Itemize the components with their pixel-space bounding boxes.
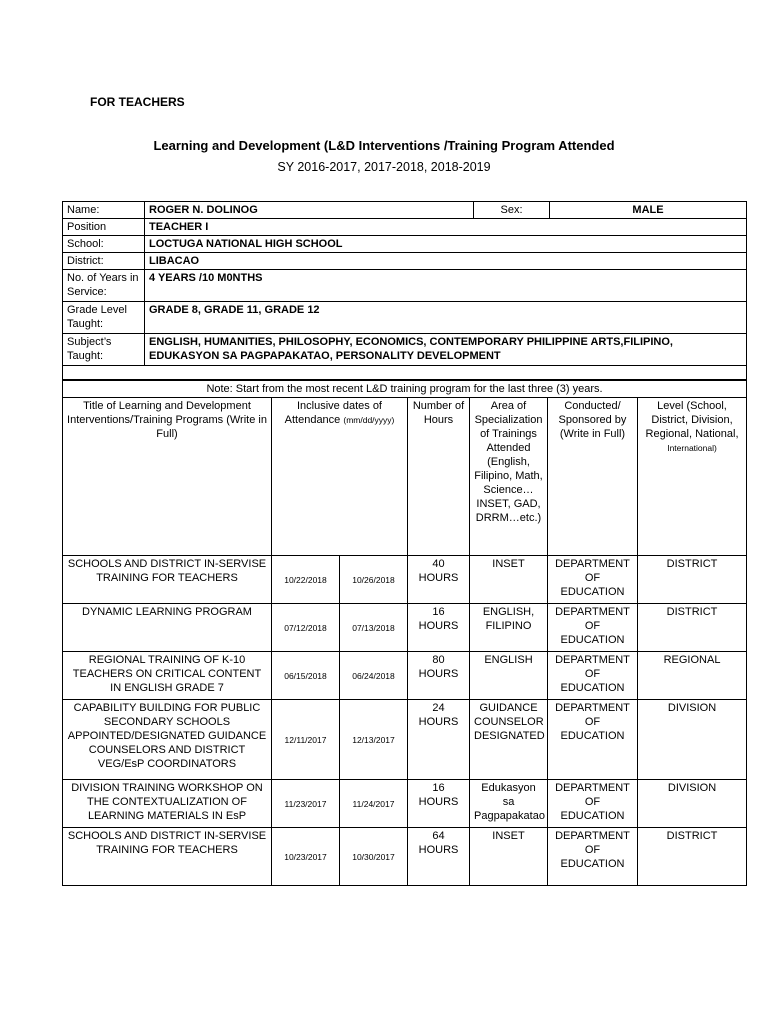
date-from: 12/11/2017	[272, 700, 340, 780]
training-title: SCHOOLS AND DISTRICT IN-SERVISE TRAINING FOR TEACHERS	[63, 556, 272, 604]
level: DISTRICT	[638, 556, 747, 604]
school-year-subtitle: SY 2016-2017, 2017-2018, 2018-2019	[277, 160, 491, 174]
area: ENGLISH, FILIPINO	[470, 604, 548, 652]
area: Edukasyon sa Pagpapakataо	[470, 780, 548, 828]
header-hours: Number of Hours	[408, 398, 470, 556]
position-value: TEACHER I	[145, 219, 747, 236]
school-value: LOCTUGA NATIONAL HIGH SCHOOL	[145, 236, 747, 253]
hours: 64 HOURS	[408, 828, 470, 886]
years-label: No. of Years in Service:	[63, 270, 145, 302]
hours: 16 HOURS	[408, 604, 470, 652]
date-from: 10/23/2017	[272, 828, 340, 886]
date-from: 11/23/2017	[272, 780, 340, 828]
area: GUIDANCE COUNSELOR DESIGNATED	[470, 700, 548, 780]
date-to: 10/30/2017	[340, 828, 408, 886]
trainings-table	[62, 380, 747, 886]
header-title: Title of Learning and Development Interventions/Training Programs (Write in Full)	[63, 398, 272, 556]
header-sponsor: Conducted/ Sponsored by (Write in Full)	[548, 398, 638, 556]
table-row	[63, 604, 747, 652]
area: ENGLISH	[470, 652, 548, 700]
subjects-label: Subject’s Taught:	[63, 334, 145, 366]
hours: 16 HOURS	[408, 780, 470, 828]
level: DISTRICT	[638, 604, 747, 652]
header-level-intl: International)	[667, 443, 717, 453]
sponsor: DEPARTMENT OF EDUCATION	[548, 556, 638, 604]
table-row	[63, 828, 747, 886]
date-to: 12/13/2017	[340, 700, 408, 780]
subjects-value: ENGLISH, HUMANITIES, PHILOSOPHY, ECONOMICS, CONTEMPORARY PHILIPPINE ARTS,FILIPINO, EDUKASYON SA PAGPAPAKATAO, PERSONALITY DEVELOPMENT	[145, 334, 747, 366]
grade-value: GRADE 8, GRADE 11, GRADE 12	[145, 302, 747, 334]
table-row	[63, 556, 747, 604]
training-title: SCHOOLS AND DISTRICT IN-SERVISE TRAINING FOR TEACHERS	[63, 828, 272, 886]
header-area: Area of Specialization of Trainings Attended (English, Filipino, Math, Science… INSET, GAD, DRRM…etc.)	[470, 398, 548, 556]
table-row	[63, 700, 747, 780]
sex-value: MALE	[550, 202, 747, 219]
sponsor: DEPARTMENT OF EDUCATION	[548, 604, 638, 652]
date-to: 06/24/2018	[340, 652, 408, 700]
name-value: ROGER N. DOLINOG	[145, 202, 474, 219]
level: REGIONAL	[638, 652, 747, 700]
training-title: REGIONAL TRAINING OF K-10 TEACHERS ON CRITICAL CONTENT IN ENGLISH GRADE 7	[63, 652, 272, 700]
note-row: Note: Start from the most recent L&D training program for the last three (3) years.	[63, 381, 747, 398]
school-label: School:	[63, 236, 145, 253]
level: DISTRICT	[638, 828, 747, 886]
header-dates	[272, 398, 408, 556]
level: DIVISION	[638, 700, 747, 780]
date-to: 07/13/2018	[340, 604, 408, 652]
level: DIVISION	[638, 780, 747, 828]
grade-label: Grade Level Taught:	[63, 302, 145, 334]
district-value: LIBACAO	[145, 253, 747, 270]
date-to: 10/26/2018	[340, 556, 408, 604]
training-title: DYNAMIC LEARNING PROGRAM	[63, 604, 272, 652]
district-label: District:	[63, 253, 145, 270]
header-dates-format: (mm/dd/yyyy)	[343, 415, 395, 425]
hours: 80 HOURS	[408, 652, 470, 700]
position-label: Position	[63, 219, 145, 236]
header-level	[638, 398, 747, 556]
date-from: 06/15/2018	[272, 652, 340, 700]
page-heading: FOR TEACHERS	[90, 95, 185, 109]
training-title: DIVISION TRAINING WORKSHOP ON THE CONTEXTUALIZATION OF LEARNING MATERIALS IN EsP	[63, 780, 272, 828]
sponsor: DEPARTMENT OF EDUCATION	[548, 652, 638, 700]
area: INSET	[470, 556, 548, 604]
table-row	[63, 652, 747, 700]
area: INSET	[470, 828, 548, 886]
name-label: Name:	[63, 202, 145, 219]
years-value: 4 YEARS /10 M0NTHS	[145, 270, 747, 302]
blank-row	[63, 366, 747, 380]
teacher-info-table	[62, 201, 747, 380]
date-from: 10/22/2018	[272, 556, 340, 604]
sponsor: DEPARTMENT OF EDUCATION	[548, 780, 638, 828]
sponsor: DEPARTMENT OF EDUCATION	[548, 700, 638, 780]
date-from: 07/12/2018	[272, 604, 340, 652]
sponsor: DEPARTMENT OF EDUCATION	[548, 828, 638, 886]
table-row	[63, 780, 747, 828]
sex-label: Sex:	[474, 202, 550, 219]
date-to: 11/24/2017	[340, 780, 408, 828]
training-title: CAPABILITY BUILDING FOR PUBLIC SECONDARY SCHOOLS APPOINTED/DESIGNATED GUIDANCE COUNSELORS AND DISTRICT VEG/EsP COORDINATORS	[63, 700, 272, 780]
hours: 24 HOURS	[408, 700, 470, 780]
header-level-main: Level (School, District, Division, Regional, National,	[645, 400, 739, 440]
hours: 40 HOURS	[408, 556, 470, 604]
header-dates-main: Inclusive dates of Attendance	[284, 400, 382, 426]
document-title: Learning and Development (L&D Interventions /Training Program Attended	[153, 138, 615, 153]
